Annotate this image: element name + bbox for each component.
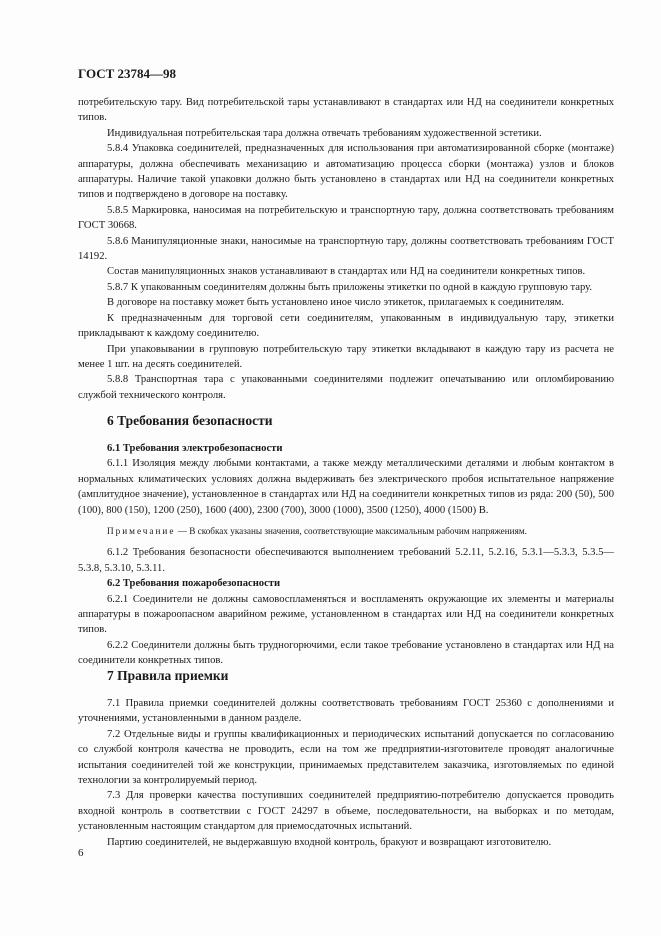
document-header: ГОСТ 23784—98 (78, 66, 177, 81)
paragraph: 7.2 Отдельные виды и группы квалификационных и периодических испытаний допускается по согласованию со службой контроля качества не проводить, если на том же предприятии-изготовителе проводят аналогичные испытания соединителей той же конструкции, принимаемых представителем заказчика, изготовляемых по единой технологии за контролируемый период. (78, 728, 614, 787)
subsection-6-1-title: 6.1 Требования электробезопасности (107, 443, 283, 454)
paragraph: К предназначенным для торговой сети соединителям, упакованным в индивидуальную тару, этикетки прикладывают к каждому соединителю. (78, 312, 614, 340)
paragraph: 5.8.5 Маркировка, наносимая на потребительскую и транспортную тару, должна соответствовать требованиям ГОСТ 30668. (78, 204, 614, 232)
paragraph: 5.8.6 Манипуляционные знаки, наносимые на транспортную тару, должны соответствовать требованиям ГОСТ 14192. (78, 235, 614, 263)
packaging-text-block (78, 95, 614, 403)
subsection-6-2-title: 6.2 Требования пожаробезопасности (107, 578, 281, 590)
section-6-body (78, 441, 614, 669)
page-number: 6 (78, 847, 84, 859)
paragraph: 6.1.1 Изоляция между любыми контактами, а также между металлическими деталями и любым контактом в нормальных климатических условиях должна выдерживать без электрического пробоя испытательное напряжение (амплитудное значение), установленное в стандартах или НД на соединители конкретных типов из ряда: 200 (50), 500 (100), 800 (150), 1200 (250), 1600 (400), 2300 (700), 3000 (1000), 3500 (1250), 4000 (1500) В. (78, 458, 614, 516)
paragraph: 6.2.1 Соединители не должны самовоспламеняться и воспламенять окружающие их элементы и материалы аппаратуры в пожароопасном аварийном режиме, установленном в стандартах или НД на соединители конкретных типов. (78, 593, 614, 636)
paragraph: 5.8.4 Упаковка соединителей, предназначенных для использования при автоматизированной сборке (монтаже) аппаратуры, должна обеспечивать механизацию и автоматизацию процесса сборки (монтажа) узлов и блоков аппаратуры. Наличие такой упаковки должно быть установлено в стандартах или НД на соединители конкретных типов и подтверждено в договоре на поставку. (78, 143, 614, 201)
section-6-title: 6 Требования безопасности (107, 413, 273, 428)
paragraph: В договоре на поставку может быть установлено иное число этикеток, прилагаемых к соединителям. (107, 297, 564, 309)
paragraph: 6.1.2 Требования безопасности обеспечиваются выполнением требований 5.2.11, 5.2.16, 5.3.1—5.3.3, 5.3.5—5.3.8, 5.3.10, 5.3.11. (78, 547, 614, 574)
paragraph: 5.8.8 Транспортная тара с упакованными соединителями подлежит опечатыванию или опломбированию службой технического контроля. (78, 374, 614, 401)
note (78, 524, 614, 539)
paragraph: 7.3 Для проверки качества поступивших соединителей предприятию-потребителю допускается проводить входной контроль в соответствии с ГОСТ 24297 в объеме, последовательности, на выборках и по методам, установленным настоящим стандартом для приемосдаточных испытаний. (78, 790, 614, 833)
section-7-title: 7 Правила приемки (107, 668, 229, 683)
paragraph: 6.2.2 Соединители должны быть трудногорючими, если такое требование установлено в стандартах или НД на соединители конкретных типов. (78, 639, 614, 667)
paragraph: Партию соединителей, не выдержавшую входной контроль, бракуют и возвращают изготовителю. (107, 836, 552, 848)
paragraph: 7.1 Правила приемки соединителей должны соответствовать требованиям ГОСТ 25360 с дополнениями и уточнениями, установленными в данном разделе. (78, 698, 614, 725)
section-7-body (78, 696, 614, 850)
note-text: — В скобках указаны значения, соответствующие максимальным рабочим напряжениям. (175, 526, 527, 537)
paragraph: При упаковывании в групповую потребительскую тару этикетки вкладывают в каждую тару из расчета не менее 1 шт. на десять соединителей. (78, 343, 614, 370)
note-label: Примечание (107, 526, 176, 537)
paragraph: потребительскую тару. Вид потребительской тары устанавливают в стандартах или НД на соединители конкретных типов. (78, 97, 614, 124)
paragraph: Индивидуальная потребительская тара должна отвечать требованиям художественной эстетики. (107, 127, 542, 139)
paragraph: Состав манипуляционных знаков устанавливают в стандартах или НД на соединители конкретных типов. (107, 266, 586, 278)
paragraph: 5.8.7 К упакованным соединителям должны быть приложены этикетки по одной в каждую групповую тару. (107, 281, 593, 293)
